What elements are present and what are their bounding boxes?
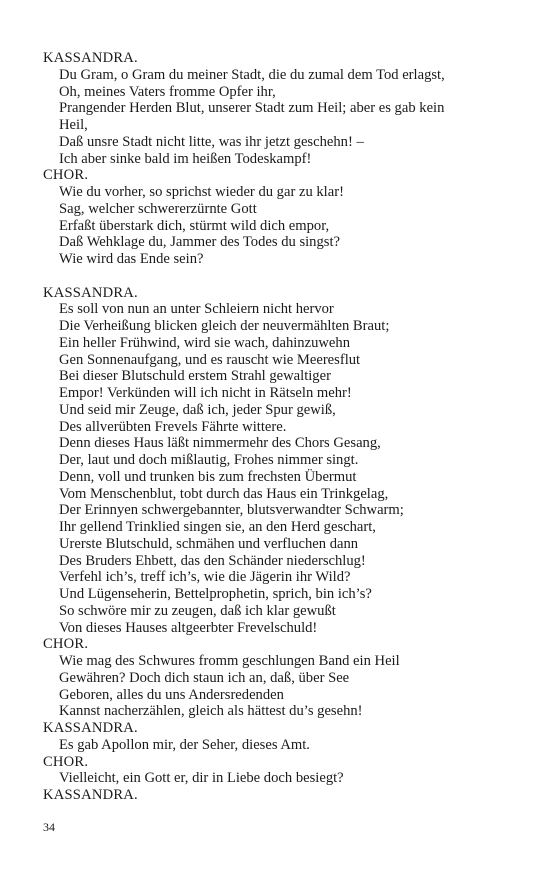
verse-line: Sag, welcher schwererzürnte Gott bbox=[59, 200, 257, 217]
verse-line: Du Gram, o Gram du meiner Stadt, die du zumal dem Tod erlagst, bbox=[59, 66, 445, 83]
speaker-name: KASSANDRA. bbox=[43, 787, 138, 803]
verse-line: Wie mag des Schwures fromm geschlungen Band ein Heil bbox=[59, 653, 400, 669]
verse-line: Der, laut und doch mißlautig, Frohes nimmer singt. bbox=[59, 452, 359, 468]
verse-line: Denn, voll und trunken bis zum frechsten Übermut bbox=[59, 468, 357, 485]
verse-line: Daß unsre Stadt nicht litte, was ihr jetzt geschehn! – bbox=[59, 133, 364, 150]
verse-line: Heil, bbox=[59, 117, 88, 133]
verse-line: Ich aber sinke bald im heißen Todeskampf! bbox=[59, 150, 312, 167]
verse-line: Verfehl ich’s, treff ich’s, wie die Jägerin ihr Wild? bbox=[59, 569, 351, 586]
verse-line: Ihr gellend Trinklied singen sie, an den Herd geschart, bbox=[59, 519, 376, 535]
verse-line: So schwöre mir zu zeugen, daß ich klar gewußt bbox=[59, 602, 336, 619]
verse-line: Wie wird das Ende sein? bbox=[59, 251, 204, 267]
page-body bbox=[43, 50, 513, 804]
verse-line: Erfaßt überstark dich, stürmt wild dich empor, bbox=[59, 217, 330, 234]
verse-line: Vom Menschenblut, tobt durch das Haus ein Trinkgelag, bbox=[59, 485, 389, 502]
page-number: 34 bbox=[43, 820, 55, 834]
verse-line: Empor! Verkünden will ich nicht in Rätseln mehr! bbox=[59, 385, 352, 401]
verse-line: Des Bruders Ehbett, das den Schänder niederschlug! bbox=[59, 552, 366, 569]
verse-line: Denn dieses Haus läßt nimmermehr des Chors Gesang, bbox=[59, 435, 381, 452]
verse-line: Prangender Herden Blut, unserer Stadt zum Heil; aber es gab kein bbox=[59, 100, 445, 117]
verse-line: Der Erinnyen schwergebannter, blutsverwandter Schwarm; bbox=[59, 502, 404, 519]
verse-line: Ein heller Frühwind, wird sie wach, dahinzuwehn bbox=[59, 334, 350, 351]
speaker-name: KASSANDRA. bbox=[43, 720, 138, 736]
speaker-name: CHOR. bbox=[43, 753, 89, 770]
verse-line: Bei dieser Blutschuld erstem Strahl gewaltiger bbox=[59, 368, 331, 385]
verse-line: Und Lügenseherin, Bettelprophetin, sprich, bin ich’s? bbox=[59, 586, 372, 602]
verse-line: Geboren, alles du uns Andersredenden bbox=[59, 686, 284, 703]
verse-line: Oh, meines Vaters fromme Opfer ihr, bbox=[59, 83, 276, 100]
verse-line: Vielleicht, ein Gott er, dir in Liebe doch besiegt? bbox=[59, 770, 344, 787]
verse-line: Gewähren? Doch dich staun ich an, daß, über See bbox=[59, 669, 350, 686]
speaker-name: CHOR. bbox=[43, 636, 89, 653]
speaker-name: CHOR. bbox=[43, 167, 89, 184]
speaker-name: KASSANDRA. bbox=[43, 284, 138, 301]
speaker-name: KASSANDRA. bbox=[43, 50, 138, 66]
verse-line: Die Verheißung blicken gleich der neuvermählten Braut; bbox=[59, 318, 390, 334]
verse-line: Urerste Blutschuld, schmähen und verfluchen dann bbox=[59, 535, 359, 552]
verse-line: Es soll von nun an unter Schleiern nicht hervor bbox=[59, 301, 334, 318]
verse-line: Wie du vorher, so sprichst wieder du gar zu klar! bbox=[59, 184, 344, 200]
verse-line: Es gab Apollon mir, der Seher, dieses Amt. bbox=[59, 736, 310, 753]
verse-line: Des allverübten Frevels Fährte wittere. bbox=[59, 418, 287, 435]
verse-line: Von dieses Hauses altgeerbter Frevelschuld! bbox=[59, 619, 318, 636]
verse-line: Gen Sonnenaufgang, und es rauscht wie Meeresflut bbox=[59, 351, 361, 368]
verse-line: Daß Wehklage du, Jammer des Todes du singst? bbox=[59, 234, 340, 251]
verse-line: Und seid mir Zeuge, daß ich, jeder Spur gewiß, bbox=[59, 401, 336, 418]
verse-line: Kannst nacherzählen, gleich als hättest du’s gesehn! bbox=[59, 703, 363, 720]
stanza-gap bbox=[43, 268, 513, 285]
